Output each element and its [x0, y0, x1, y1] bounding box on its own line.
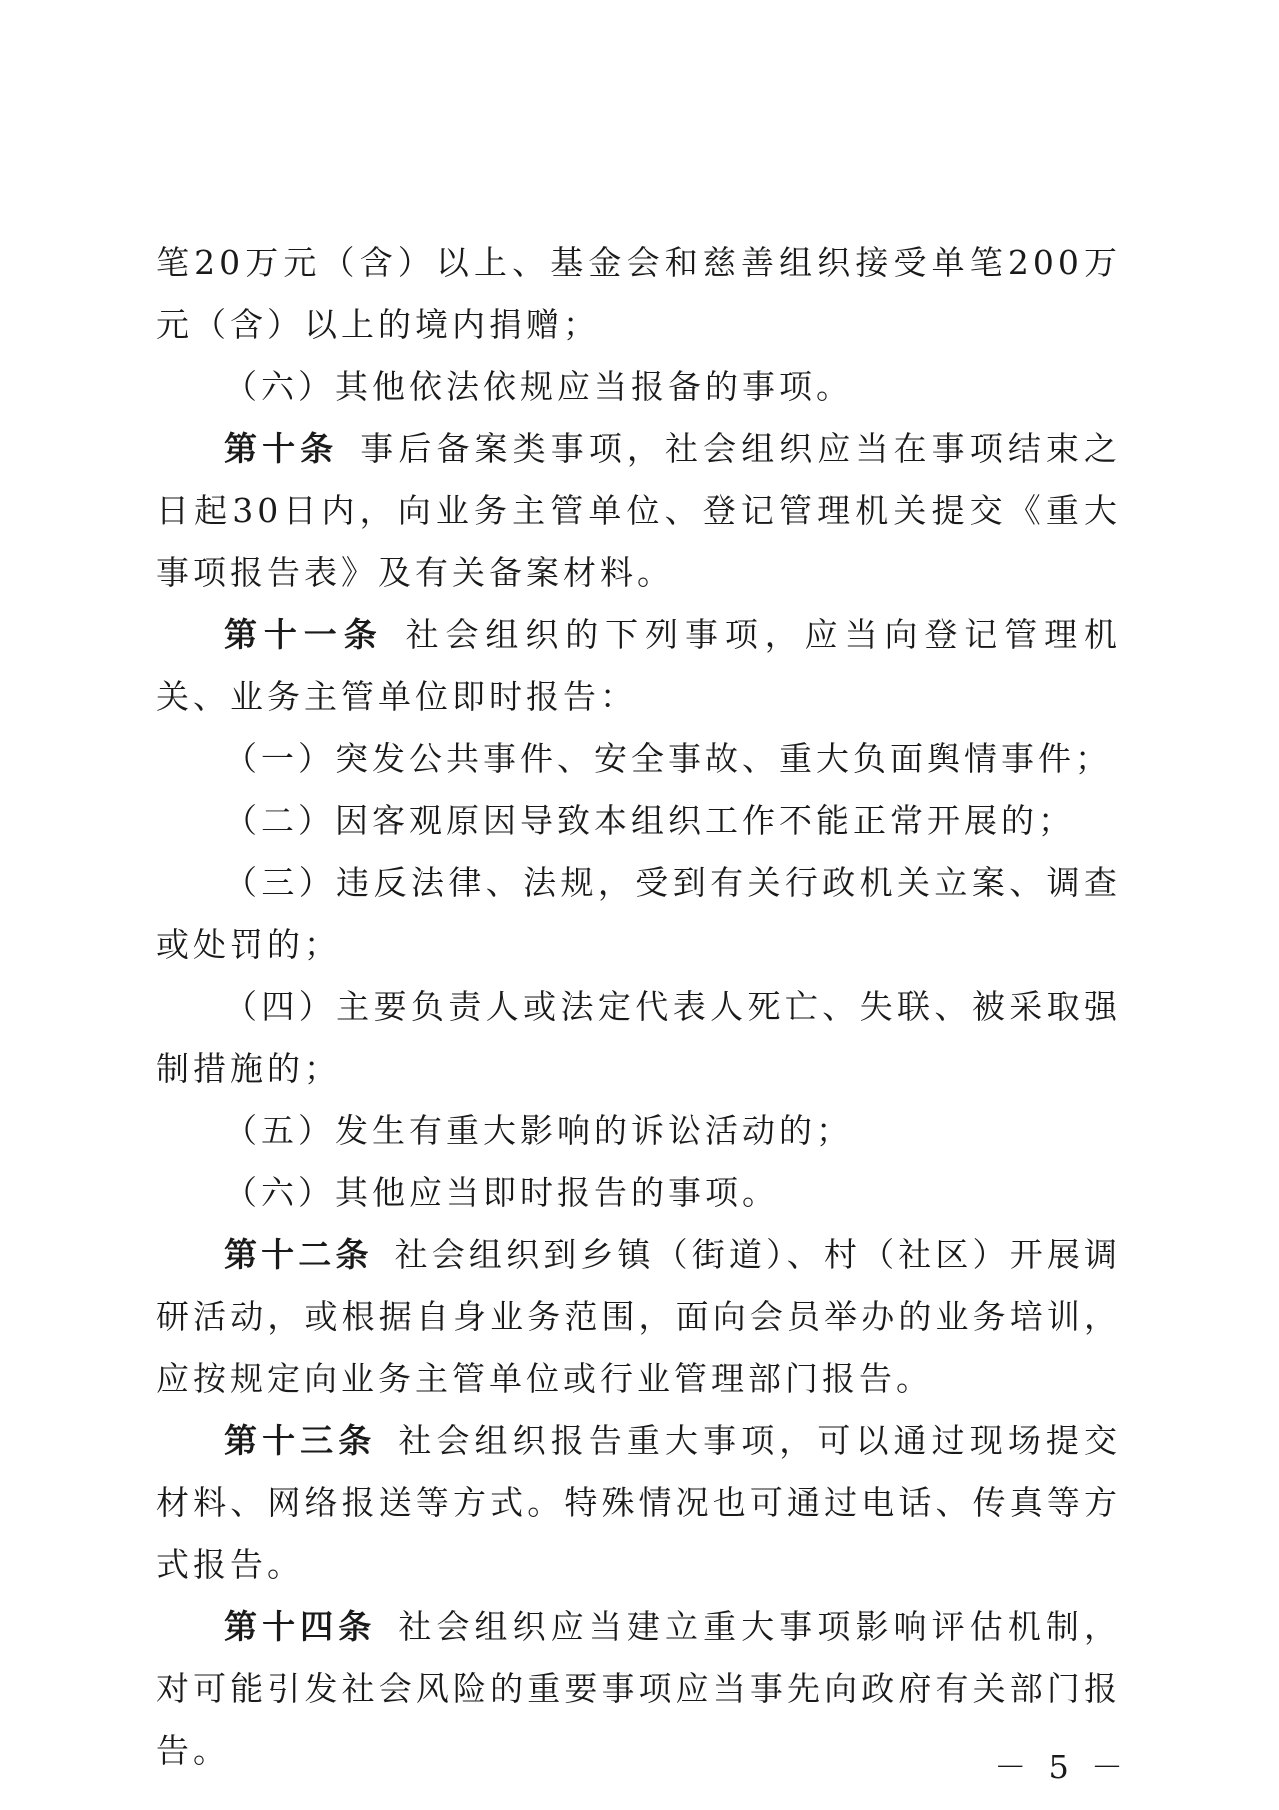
paragraph-text: （二）因客观原因导致本组织工作不能正常开展的； — [224, 801, 1075, 840]
page-number: － 5 － — [994, 1748, 1129, 1786]
paragraph-text: （三）违反法律、法规，受到有关行政机关立案、调查或处罚的； — [156, 863, 1121, 964]
paragraph-text: 笔20万元（含）以上、基金会和慈善组织接受单笔200万元（含）以上的境内捐赠； — [156, 243, 1121, 344]
article-paragraph — [156, 418, 1121, 604]
article-paragraph — [156, 1224, 1121, 1410]
paragraph-text: （四）主要负责人或法定代表人死亡、失联、被采取强制措施的； — [156, 987, 1121, 1088]
paragraph — [156, 1100, 1121, 1162]
paragraph-text: 社会组织应当建立重大事项影响评估机制，对可能引发社会风险的重要事项应当事先向政府有关部门报告。 — [156, 1607, 1122, 1770]
article-title: 第十四条 — [224, 1607, 377, 1646]
article-paragraph — [156, 1596, 1121, 1782]
article-title: 第十三条 — [224, 1421, 377, 1460]
paragraph-text: （六）其他依法依规应当报备的事项。 — [224, 367, 853, 406]
paragraph-text: （五）发生有重大影响的诉讼活动的； — [224, 1111, 853, 1150]
paragraph — [156, 1162, 1121, 1224]
paragraph-text: 社会组织的下列事项，应当向登记管理机关、业务主管单位即时报告： — [156, 615, 1122, 716]
article-title: 第十一条 — [224, 615, 384, 654]
paragraph — [156, 976, 1121, 1100]
paragraph-text: （一）突发公共事件、安全事故、重大负面舆情事件； — [224, 739, 1112, 778]
paragraph — [156, 232, 1121, 356]
document-body — [156, 232, 1121, 1782]
paragraph-text: 事后备案类事项，社会组织应当在事项结束之日起30日内，向业务主管单位、登记管理机关提交《重大事项报告表》及有关备案材料。 — [156, 429, 1122, 592]
article-paragraph — [156, 604, 1121, 728]
paragraph-text: 社会组织到乡镇（街道）、村（社区）开展调研活动，或根据自身业务范围，面向会员举办的业务培训，应按规定向业务主管单位或行业管理部门报告。 — [156, 1235, 1122, 1398]
paragraph-text: （六）其他应当即时报告的事项。 — [224, 1173, 779, 1212]
paragraph — [156, 790, 1121, 852]
paragraph — [156, 728, 1121, 790]
paragraph-text: 社会组织报告重大事项，可以通过现场提交材料、网络报送等方式。特殊情况也可通过电话、传真等方式报告。 — [156, 1421, 1122, 1584]
article-paragraph — [156, 1410, 1121, 1596]
paragraph — [156, 852, 1121, 976]
paragraph — [156, 356, 1121, 418]
article-title: 第十条 — [224, 429, 339, 468]
article-title: 第十二条 — [224, 1235, 373, 1274]
